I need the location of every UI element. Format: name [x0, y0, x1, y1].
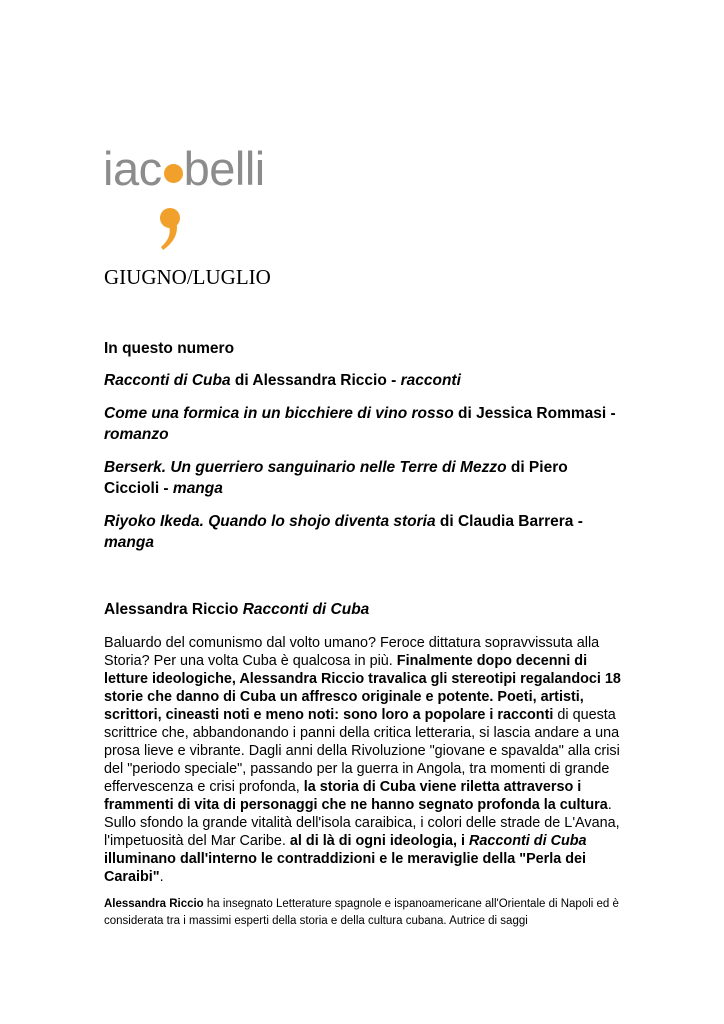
- logo-wordmark: iac belli: [103, 142, 265, 195]
- iacobelli-logo: [103, 143, 283, 253]
- logo-orange-dot: [164, 164, 183, 183]
- main-content: [104, 338, 624, 930]
- page-title: GIUGNO/LUGLIO: [104, 265, 271, 289]
- toc-heading: In questo numero: [104, 340, 235, 357]
- review-paragraph: Baluardo del comunismo dal volto umano? Feroce dittatura sopravvissuta alla Storia? Per una volta Cuba è qualcosa in più. Finalmente dopo decenni di letture ideologiche, Alessandra Riccio travalica gli stereotipi regalandoci 18 storie che danno di Cuba un affresco originale e potente. Poeti, artisti, scrittori, cineasti noti e meno noti: sono loro a popolare i racconti di questa scrittrice che, abbandonando i panni della critica letteraria, si lascia andare a una prosa lieve e vibrante. Dagli anni della Rivoluzione "giovane e spavalda" alla crisi del "periodo speciale", passando per la guerra in Angola, tra momenti di grande effervescenza e crisi profonda, la storia di Cuba viene riletta attraverso i frammenti di vita di personaggi che ne hanno segnato profonda la cultura. Sullo sfondo la grande vitalità dell'isola caraibica, i colori delle strade de L'Avana, l'impetuosità del Mar Caribe. al di là di ogni ideologia, i Racconti di Cuba illuminano dall'interno le contraddizioni e le meraviglie della "Perla dei Caraibi".: [104, 635, 621, 885]
- toc-item: Come una formica in un bicchiere di vino rosso di Jessica Rommasi - romanzo: [104, 405, 616, 443]
- logo-comma-icon: [157, 207, 185, 251]
- toc-item: Riyoko Ikeda. Quando lo shojo diventa storia di Claudia Barrera - manga: [104, 513, 583, 551]
- toc-item: Berserk. Un guerriero sanguinario nelle Terre di Mezzo di Piero Ciccioli - manga: [104, 459, 568, 497]
- toc-item: Racconti di Cuba di Alessandra Riccio - racconti: [104, 372, 461, 389]
- author-bio: Alessandra Riccio ha insegnato Letterature spagnole e ispanoamericane all'Orientale di Napoli ed è considerata tra i massimi esperti della storia e della cultura cubana. Autrice di saggi: [104, 898, 619, 927]
- section-title: Alessandra Riccio Racconti di Cuba: [104, 601, 370, 618]
